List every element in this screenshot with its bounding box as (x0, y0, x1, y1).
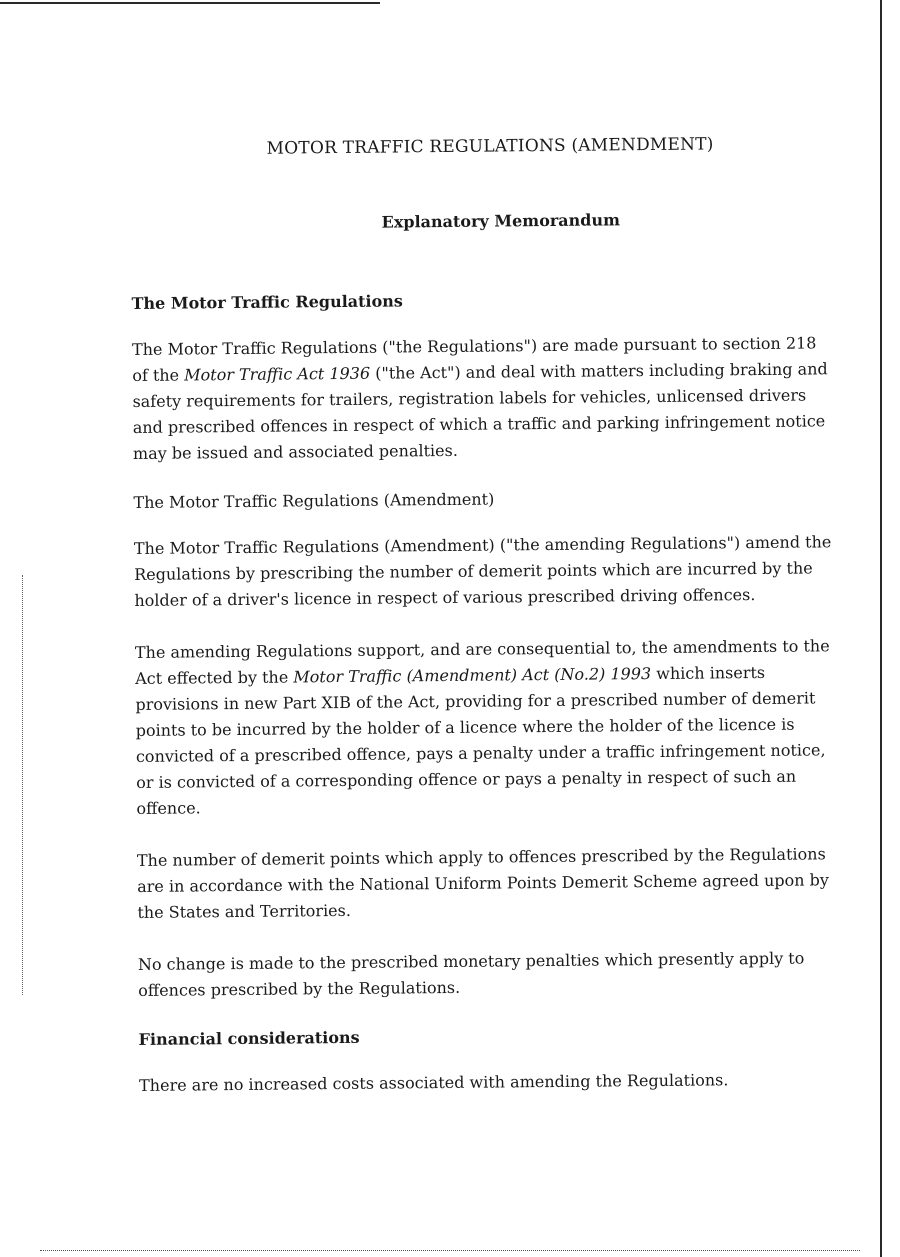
document-title: MOTOR TRAFFIC REGULATIONS (AMENDMENT) (266, 134, 714, 159)
scan-edge-top (0, 2, 380, 4)
paragraph: The number of demerit points which apply to offences prescribed by the Regulations are in accordance with the National Uniform Points Demerit Scheme agreed upon by the States and Territories. (136, 844, 829, 922)
paragraph: The amending Regulations support, and are consequential to, the amendments to the Act effected by the Motor Traffic (Amendment) Act (No.2) 1993 which inserts provisions in new Part XIB of the Act, providing for a prescribed number of demerit points to be incurred by the holder of a licence where the holder of the licence is convicted of a prescribed offence, pays a penalty under a traffic infringement notice, or is convicted of a corresponding offence or pays a penalty in respect of such an offence. (134, 636, 830, 818)
act-citation: Motor Traffic (Amendment) Act (No.2) 1993 (293, 664, 652, 687)
paragraph: The Motor Traffic Regulations (Amendment) ("the amending Regulations") amend the Regulations by prescribing the number of demerit points which are incurred by the holder of a driver's licence in respect of various prescribed driving offences. (133, 532, 832, 610)
section-heading-regulations: The Motor Traffic Regulations (131, 291, 403, 313)
paragraph: There are no increased costs associated with amending the Regulations. (138, 1070, 729, 1095)
section-heading-financial: Financial considerations (138, 1027, 360, 1049)
section-heading-amendment: The Motor Traffic Regulations (Amendment) (133, 489, 495, 512)
document-subtitle: Explanatory Memorandum (381, 210, 621, 232)
document-body (130, 133, 839, 1125)
act-citation: Motor Traffic Act 1936 (184, 363, 371, 385)
scan-edge-bottom (40, 1250, 860, 1252)
paragraph: The Motor Traffic Regulations ("the Regulations") are made pursuant to section 218 of the Motor Traffic Act 1936 ("the Act") and deal with matters including braking and safety requirements for trailers, registration labels for vehicles, unlicensed drivers and prescribed offences in respect of which a traffic and parking infringement notice may be issued and associated penalties. (131, 333, 828, 463)
paragraph: No change is made to the prescribed monetary penalties which presently apply to offences prescribed by the Regulations. (137, 948, 805, 1000)
punch-hole-marks (22, 575, 26, 995)
scan-edge-right (880, 0, 882, 1257)
